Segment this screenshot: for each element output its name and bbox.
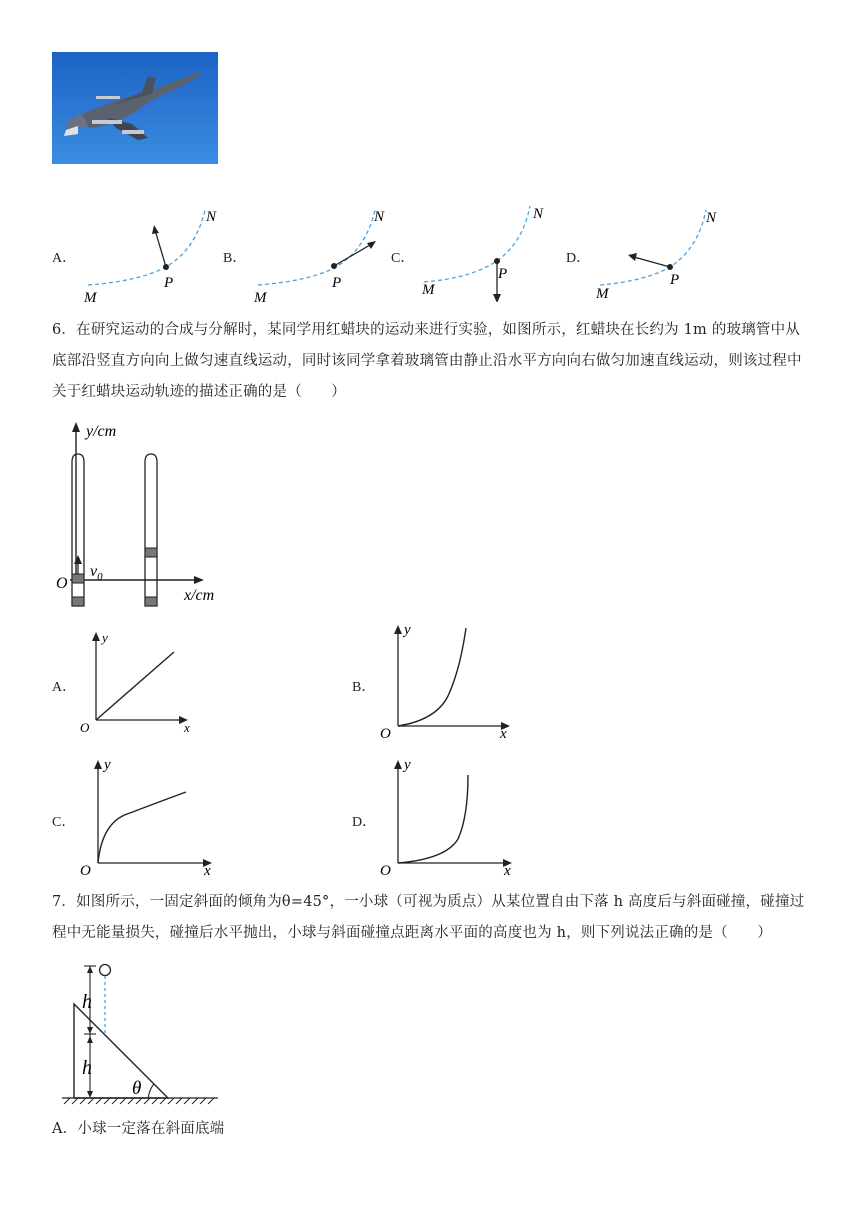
label-p: P [332,275,342,291]
wax-block-1 [72,574,84,583]
q7-incline-figure [56,956,231,1106]
stopper-2 [145,597,157,606]
q6-option-c-label[interactable]: C． [52,815,76,830]
label-m: M [84,290,97,305]
q6-graph-c [76,755,226,880]
y-label: y [404,757,411,773]
theta-label: θ [132,1078,142,1099]
y-label: y [404,622,411,638]
x-axis-label: x/cm [184,587,215,604]
trajectory-line [96,652,174,720]
origin-label: O [56,575,68,592]
origin-label: O [80,863,91,879]
q5-figure-c [418,202,568,302]
velocity-arrow [634,257,670,267]
y-label: y [104,757,111,773]
q7-option-a[interactable]: A．小球一定落在斜面底端 [52,1121,225,1137]
origin-label: O [80,720,90,735]
trajectory-curve [398,775,468,863]
q7-question-text: 7．如图所示，一固定斜面的倾角为θ=45°，一小球（可视为质点）从某位置自由下落 h 高度后与斜面碰撞，碰撞过程中无能量损失，碰撞后水平抛出，小球与斜面碰撞点距离水平面的高度也为 h，则下列说法正确的是（ ） [52,894,805,941]
label-p: P [498,266,508,282]
jet-image [52,52,218,164]
angle-arc [148,1084,154,1098]
h-label-top: h [82,991,92,1013]
q6-option-b-label[interactable]: B． [352,680,376,695]
trajectory-curve [88,210,205,285]
y-label: y [102,630,108,645]
x-label: x [500,726,507,740]
q5-option-c-label[interactable]: C． [391,251,415,266]
x-label: x [204,863,211,879]
x-label: x [184,720,190,735]
wax-block-2 [145,548,157,557]
q6-tube-figure [52,420,242,615]
label-n: N [533,206,544,222]
y-axis-label: y/cm [86,423,117,440]
velocity-arrow [334,245,370,266]
trajectory-curve [398,628,466,726]
jet-photo [52,52,218,164]
origin-label: O [380,863,391,879]
trajectory-curve [600,210,706,285]
q5-option-a-label[interactable]: A． [52,251,77,266]
trajectory-curve [258,210,375,285]
v0-label: $v_0$ [90,563,103,583]
label-p: P [164,275,174,291]
q6-graph-a [78,628,198,738]
h-label-bottom: h [82,1057,92,1079]
q6-graph-d [376,755,526,880]
q6-question-text: 6．在研究运动的合成与分解时，某同学用红蜡块的运动来进行实验，如图所示，红蜡块在长约为 1m 的玻璃管中从底部沿竖直方向向上做匀速直线运动，同时该同学拿着玻璃管由静止沿水平方向向右做匀加速直线运动，则该过程中关于红蜡块运动轨迹的描述正确的是（ ） [52,322,802,400]
label-m: M [422,282,435,298]
q6-graph-b [376,620,526,740]
q5-figure-b [250,205,400,305]
velocity-arrow [155,230,166,267]
trajectory-curve [98,792,186,863]
q6-option-a-label[interactable]: A． [52,680,77,695]
origin-label: O [380,726,391,740]
q5-option-d-label[interactable]: D． [566,251,591,266]
glass-tube-2 [145,454,157,606]
label-n: N [374,209,385,225]
label-p: P [670,272,680,288]
q6-option-d-label[interactable]: D． [352,815,377,830]
label-n: N [206,209,217,225]
label-m: M [254,290,267,305]
q5-figure-d [594,205,744,305]
ball [100,965,111,976]
trajectory-curve [424,206,530,282]
x-label: x [504,863,511,879]
q5-figure-a [80,205,230,305]
q5-option-b-label[interactable]: B． [223,251,247,266]
stopper-1 [72,597,84,606]
label-n: N [706,210,717,226]
label-m: M [596,286,609,302]
